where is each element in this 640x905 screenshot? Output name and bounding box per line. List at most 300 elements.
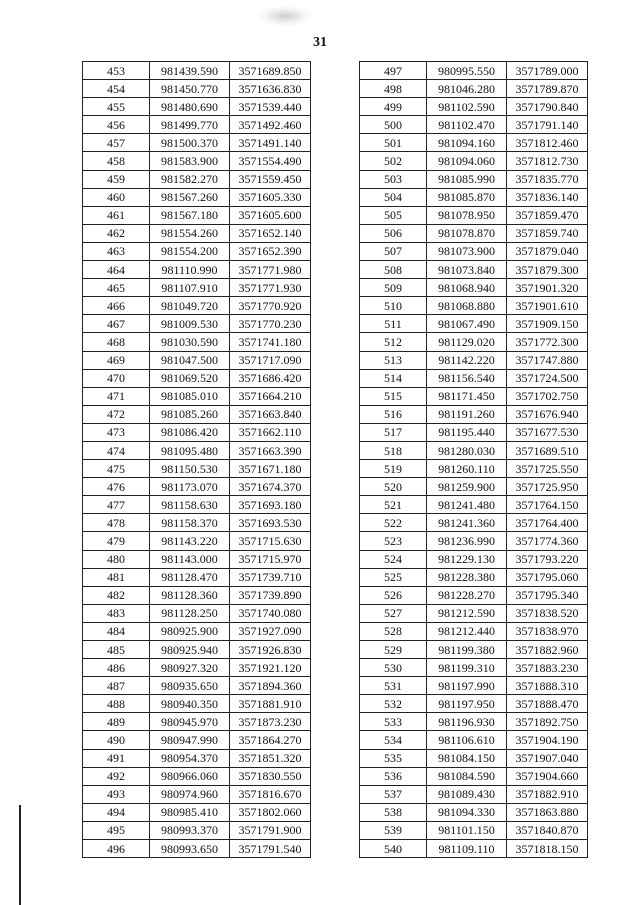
point-number-cell: 495 [83, 821, 150, 839]
table-row [360, 333, 588, 351]
y-coordinate-cell: 3571901.320 [507, 279, 588, 297]
y-coordinate-cell: 3571554.490 [230, 152, 311, 170]
y-coordinate-cell: 3571664.210 [230, 387, 311, 405]
y-coordinate-cell: 3571901.610 [507, 297, 588, 315]
y-coordinate-cell: 3571671.180 [230, 460, 311, 478]
table-row [83, 550, 311, 568]
table-row [83, 821, 311, 839]
y-coordinate-cell: 3571812.460 [507, 134, 588, 152]
x-coordinate-cell: 981046.280 [427, 80, 507, 98]
table-row [83, 405, 311, 423]
x-coordinate-cell: 981583.900 [150, 152, 230, 170]
point-number-cell: 492 [83, 767, 150, 785]
point-number-cell: 513 [360, 351, 427, 369]
point-number-cell: 473 [83, 423, 150, 441]
y-coordinate-cell: 3571892.750 [507, 713, 588, 731]
y-coordinate-cell: 3571715.970 [230, 550, 311, 568]
y-coordinate-cell: 3571883.230 [507, 659, 588, 677]
x-coordinate-cell: 981107.910 [150, 279, 230, 297]
table-row [83, 785, 311, 803]
y-coordinate-cell: 3571764.400 [507, 514, 588, 532]
x-coordinate-cell: 981047.500 [150, 351, 230, 369]
point-number-cell: 481 [83, 568, 150, 586]
x-coordinate-cell: 981567.260 [150, 188, 230, 206]
table-row [83, 152, 311, 170]
table-row [360, 134, 588, 152]
y-coordinate-cell: 3571789.870 [507, 80, 588, 98]
point-number-cell: 474 [83, 441, 150, 459]
y-coordinate-cell: 3571882.910 [507, 785, 588, 803]
y-coordinate-cell: 3571764.150 [507, 496, 588, 514]
x-coordinate-cell: 981241.480 [427, 496, 507, 514]
table-row [360, 767, 588, 785]
y-coordinate-cell: 3571559.450 [230, 170, 311, 188]
x-coordinate-cell: 981171.450 [427, 387, 507, 405]
margin-rule [19, 805, 21, 905]
y-coordinate-cell: 3571689.510 [507, 441, 588, 459]
point-number-cell: 477 [83, 496, 150, 514]
point-number-cell: 457 [83, 134, 150, 152]
x-coordinate-cell: 981085.260 [150, 405, 230, 423]
table-row [360, 80, 588, 98]
y-coordinate-cell: 3571836.140 [507, 188, 588, 206]
point-number-cell: 455 [83, 98, 150, 116]
point-number-cell: 532 [360, 695, 427, 713]
point-number-cell: 504 [360, 188, 427, 206]
point-number-cell: 538 [360, 803, 427, 821]
point-number-cell: 487 [83, 677, 150, 695]
point-number-cell: 464 [83, 261, 150, 279]
table-row [83, 351, 311, 369]
y-coordinate-cell: 3571725.950 [507, 478, 588, 496]
table-row [360, 369, 588, 387]
table-row [83, 767, 311, 785]
point-number-cell: 537 [360, 785, 427, 803]
table-row [360, 731, 588, 749]
x-coordinate-cell: 981069.520 [150, 369, 230, 387]
y-coordinate-cell: 3571904.660 [507, 767, 588, 785]
table-row [83, 749, 311, 767]
x-coordinate-cell: 981280.030 [427, 441, 507, 459]
table-row [360, 677, 588, 695]
y-coordinate-cell: 3571715.630 [230, 532, 311, 550]
table-row [83, 641, 311, 659]
y-coordinate-cell: 3571677.530 [507, 423, 588, 441]
point-number-cell: 467 [83, 315, 150, 333]
y-coordinate-cell: 3571770.920 [230, 297, 311, 315]
point-number-cell: 507 [360, 242, 427, 260]
table-row [360, 170, 588, 188]
y-coordinate-cell: 3571663.840 [230, 405, 311, 423]
y-coordinate-cell: 3571652.390 [230, 242, 311, 260]
y-coordinate-cell: 3571725.550 [507, 460, 588, 478]
y-coordinate-cell: 3571818.150 [507, 840, 588, 858]
point-number-cell: 524 [360, 550, 427, 568]
x-coordinate-cell: 981212.590 [427, 604, 507, 622]
table-row [83, 532, 311, 550]
x-coordinate-cell: 980966.060 [150, 767, 230, 785]
y-coordinate-cell: 3571790.840 [507, 98, 588, 116]
x-coordinate-cell: 981150.530 [150, 460, 230, 478]
point-number-cell: 515 [360, 387, 427, 405]
table-row [83, 170, 311, 188]
x-coordinate-cell: 981199.380 [427, 641, 507, 659]
y-coordinate-cell: 3571652.140 [230, 224, 311, 242]
y-coordinate-cell: 3571838.520 [507, 604, 588, 622]
point-number-cell: 512 [360, 333, 427, 351]
x-coordinate-cell: 981143.220 [150, 532, 230, 550]
y-coordinate-cell: 3571840.870 [507, 821, 588, 839]
table-row [83, 713, 311, 731]
y-coordinate-cell: 3571873.230 [230, 713, 311, 731]
point-number-cell: 489 [83, 713, 150, 731]
table-row [360, 242, 588, 260]
table-row [83, 80, 311, 98]
x-coordinate-cell: 981068.940 [427, 279, 507, 297]
y-coordinate-cell: 3571927.090 [230, 622, 311, 640]
x-coordinate-cell: 981102.590 [427, 98, 507, 116]
table-row [83, 315, 311, 333]
table-row [83, 333, 311, 351]
y-coordinate-cell: 3571863.880 [507, 803, 588, 821]
table-row [83, 514, 311, 532]
table-row [360, 713, 588, 731]
point-number-cell: 462 [83, 224, 150, 242]
table-row [360, 586, 588, 604]
table-row [83, 604, 311, 622]
point-number-cell: 454 [83, 80, 150, 98]
x-coordinate-cell: 981500.370 [150, 134, 230, 152]
x-coordinate-cell: 981173.070 [150, 478, 230, 496]
y-coordinate-cell: 3571830.550 [230, 767, 311, 785]
y-coordinate-cell: 3571693.530 [230, 514, 311, 532]
table-row [360, 387, 588, 405]
x-coordinate-cell: 981236.990 [427, 532, 507, 550]
x-coordinate-cell: 981582.270 [150, 170, 230, 188]
x-coordinate-cell: 981450.770 [150, 80, 230, 98]
scan-smudge [258, 6, 312, 26]
table-row [83, 387, 311, 405]
y-coordinate-cell: 3571771.980 [230, 261, 311, 279]
x-coordinate-cell: 981158.630 [150, 496, 230, 514]
y-coordinate-cell: 3571739.890 [230, 586, 311, 604]
point-number-cell: 483 [83, 604, 150, 622]
y-coordinate-cell: 3571907.040 [507, 749, 588, 767]
y-coordinate-cell: 3571693.180 [230, 496, 311, 514]
table-row [360, 224, 588, 242]
y-coordinate-cell: 3571795.340 [507, 586, 588, 604]
x-coordinate-cell: 980947.990 [150, 731, 230, 749]
x-coordinate-cell: 981567.180 [150, 206, 230, 224]
point-number-cell: 531 [360, 677, 427, 695]
table-row [83, 677, 311, 695]
y-coordinate-cell: 3571717.090 [230, 351, 311, 369]
point-number-cell: 517 [360, 423, 427, 441]
x-coordinate-cell: 981143.000 [150, 550, 230, 568]
table-row [83, 134, 311, 152]
x-coordinate-cell: 981228.380 [427, 568, 507, 586]
table-row [83, 62, 311, 80]
table-row [360, 460, 588, 478]
point-number-cell: 453 [83, 62, 150, 80]
y-coordinate-cell: 3571904.190 [507, 731, 588, 749]
x-coordinate-cell: 981094.160 [427, 134, 507, 152]
y-coordinate-cell: 3571926.830 [230, 641, 311, 659]
y-coordinate-cell: 3571689.850 [230, 62, 311, 80]
point-number-cell: 540 [360, 840, 427, 858]
point-number-cell: 505 [360, 206, 427, 224]
y-coordinate-cell: 3571859.740 [507, 224, 588, 242]
point-number-cell: 518 [360, 441, 427, 459]
x-coordinate-cell: 981259.900 [427, 478, 507, 496]
y-coordinate-cell: 3571888.470 [507, 695, 588, 713]
point-number-cell: 536 [360, 767, 427, 785]
y-coordinate-cell: 3571879.300 [507, 261, 588, 279]
table-row [83, 496, 311, 514]
point-number-cell: 509 [360, 279, 427, 297]
x-coordinate-cell: 981102.470 [427, 116, 507, 134]
point-number-cell: 498 [360, 80, 427, 98]
x-coordinate-cell: 981078.950 [427, 206, 507, 224]
table-row [83, 98, 311, 116]
y-coordinate-cell: 3571741.180 [230, 333, 311, 351]
x-coordinate-cell: 981089.430 [427, 785, 507, 803]
point-number-cell: 459 [83, 170, 150, 188]
point-number-cell: 539 [360, 821, 427, 839]
x-coordinate-cell: 981156.540 [427, 369, 507, 387]
x-coordinate-cell: 981195.440 [427, 423, 507, 441]
point-number-cell: 465 [83, 279, 150, 297]
x-coordinate-cell: 980925.900 [150, 622, 230, 640]
x-coordinate-cell: 981073.840 [427, 261, 507, 279]
y-coordinate-cell: 3571739.710 [230, 568, 311, 586]
table-row [360, 116, 588, 134]
point-number-cell: 480 [83, 550, 150, 568]
point-number-cell: 499 [360, 98, 427, 116]
y-coordinate-cell: 3571724.500 [507, 369, 588, 387]
table-row [360, 98, 588, 116]
table-row [360, 261, 588, 279]
table-row [83, 224, 311, 242]
x-coordinate-cell: 980927.320 [150, 659, 230, 677]
point-number-cell: 478 [83, 514, 150, 532]
x-coordinate-cell: 981554.200 [150, 242, 230, 260]
y-coordinate-cell: 3571605.330 [230, 188, 311, 206]
y-coordinate-cell: 3571663.390 [230, 441, 311, 459]
point-number-cell: 502 [360, 152, 427, 170]
table-row [360, 351, 588, 369]
x-coordinate-cell: 981197.950 [427, 695, 507, 713]
point-number-cell: 463 [83, 242, 150, 260]
point-number-cell: 494 [83, 803, 150, 821]
table-row [83, 188, 311, 206]
y-coordinate-cell: 3571791.540 [230, 840, 311, 858]
point-number-cell: 533 [360, 713, 427, 731]
y-coordinate-cell: 3571770.230 [230, 315, 311, 333]
x-coordinate-cell: 981086.420 [150, 423, 230, 441]
point-number-cell: 527 [360, 604, 427, 622]
point-number-cell: 506 [360, 224, 427, 242]
y-coordinate-cell: 3571888.310 [507, 677, 588, 695]
point-number-cell: 484 [83, 622, 150, 640]
x-coordinate-cell: 981260.110 [427, 460, 507, 478]
point-number-cell: 461 [83, 206, 150, 224]
y-coordinate-cell: 3571816.670 [230, 785, 311, 803]
y-coordinate-cell: 3571747.880 [507, 351, 588, 369]
point-number-cell: 476 [83, 478, 150, 496]
x-coordinate-cell: 980993.650 [150, 840, 230, 858]
y-coordinate-cell: 3571859.470 [507, 206, 588, 224]
x-coordinate-cell: 981480.690 [150, 98, 230, 116]
point-number-cell: 510 [360, 297, 427, 315]
y-coordinate-cell: 3571771.930 [230, 279, 311, 297]
point-number-cell: 516 [360, 405, 427, 423]
y-coordinate-cell: 3571812.730 [507, 152, 588, 170]
table-row [83, 297, 311, 315]
x-coordinate-cell: 981554.260 [150, 224, 230, 242]
point-number-cell: 523 [360, 532, 427, 550]
table-row [360, 695, 588, 713]
table-row [83, 423, 311, 441]
table-row [360, 514, 588, 532]
x-coordinate-cell: 981095.480 [150, 441, 230, 459]
point-number-cell: 456 [83, 116, 150, 134]
table-row [360, 532, 588, 550]
point-number-cell: 458 [83, 152, 150, 170]
x-coordinate-cell: 981084.150 [427, 749, 507, 767]
y-coordinate-cell: 3571636.830 [230, 80, 311, 98]
table-row [83, 116, 311, 134]
table-row [83, 242, 311, 260]
point-number-cell: 522 [360, 514, 427, 532]
x-coordinate-cell: 981094.060 [427, 152, 507, 170]
point-number-cell: 468 [83, 333, 150, 351]
table-row [83, 695, 311, 713]
table-row [83, 586, 311, 604]
table-row [360, 62, 588, 80]
coordinate-table-right [359, 61, 588, 858]
x-coordinate-cell: 980974.960 [150, 785, 230, 803]
table-row [360, 297, 588, 315]
y-coordinate-cell: 3571882.960 [507, 641, 588, 659]
x-coordinate-cell: 981067.490 [427, 315, 507, 333]
x-coordinate-cell: 981128.470 [150, 568, 230, 586]
point-number-cell: 528 [360, 622, 427, 640]
y-coordinate-cell: 3571605.600 [230, 206, 311, 224]
point-number-cell: 460 [83, 188, 150, 206]
point-number-cell: 500 [360, 116, 427, 134]
x-coordinate-cell: 981499.770 [150, 116, 230, 134]
x-coordinate-cell: 981009.530 [150, 315, 230, 333]
table-row [360, 423, 588, 441]
y-coordinate-cell: 3571539.440 [230, 98, 311, 116]
y-coordinate-cell: 3571791.900 [230, 821, 311, 839]
x-coordinate-cell: 981085.870 [427, 188, 507, 206]
x-coordinate-cell: 981094.330 [427, 803, 507, 821]
table-row [360, 803, 588, 821]
point-number-cell: 525 [360, 568, 427, 586]
y-coordinate-cell: 3571491.140 [230, 134, 311, 152]
point-number-cell: 470 [83, 369, 150, 387]
x-coordinate-cell: 981128.250 [150, 604, 230, 622]
point-number-cell: 501 [360, 134, 427, 152]
x-coordinate-cell: 981158.370 [150, 514, 230, 532]
x-coordinate-cell: 981199.310 [427, 659, 507, 677]
point-number-cell: 535 [360, 749, 427, 767]
y-coordinate-cell: 3571851.320 [230, 749, 311, 767]
table-row [360, 279, 588, 297]
table-row [83, 206, 311, 224]
table-row [83, 803, 311, 821]
point-number-cell: 485 [83, 641, 150, 659]
x-coordinate-cell: 980954.370 [150, 749, 230, 767]
y-coordinate-cell: 3571686.420 [230, 369, 311, 387]
x-coordinate-cell: 981229.130 [427, 550, 507, 568]
y-coordinate-cell: 3571791.140 [507, 116, 588, 134]
point-number-cell: 471 [83, 387, 150, 405]
x-coordinate-cell: 981196.930 [427, 713, 507, 731]
point-number-cell: 496 [83, 840, 150, 858]
point-number-cell: 508 [360, 261, 427, 279]
point-number-cell: 466 [83, 297, 150, 315]
point-number-cell: 530 [360, 659, 427, 677]
table-row [360, 840, 588, 858]
y-coordinate-cell: 3571674.370 [230, 478, 311, 496]
table-row [360, 315, 588, 333]
x-coordinate-cell: 981049.720 [150, 297, 230, 315]
y-coordinate-cell: 3571864.270 [230, 731, 311, 749]
table-row [360, 550, 588, 568]
x-coordinate-cell: 981101.150 [427, 821, 507, 839]
x-coordinate-cell: 981241.360 [427, 514, 507, 532]
y-coordinate-cell: 3571879.040 [507, 242, 588, 260]
point-number-cell: 482 [83, 586, 150, 604]
x-coordinate-cell: 981109.110 [427, 840, 507, 858]
x-coordinate-cell: 980940.350 [150, 695, 230, 713]
table-row [360, 641, 588, 659]
table-row [83, 568, 311, 586]
y-coordinate-cell: 3571492.460 [230, 116, 311, 134]
y-coordinate-cell: 3571702.750 [507, 387, 588, 405]
x-coordinate-cell: 980993.370 [150, 821, 230, 839]
point-number-cell: 475 [83, 460, 150, 478]
x-coordinate-cell: 981106.610 [427, 731, 507, 749]
table-row [360, 496, 588, 514]
y-coordinate-cell: 3571881.910 [230, 695, 311, 713]
table-row [360, 188, 588, 206]
table-row [83, 279, 311, 297]
x-coordinate-cell: 981439.590 [150, 62, 230, 80]
x-coordinate-cell: 981191.260 [427, 405, 507, 423]
y-coordinate-cell: 3571894.360 [230, 677, 311, 695]
x-coordinate-cell: 980995.550 [427, 62, 507, 80]
table-row [360, 568, 588, 586]
table-row [83, 478, 311, 496]
table-row [360, 659, 588, 677]
x-coordinate-cell: 981073.900 [427, 242, 507, 260]
table-row [360, 749, 588, 767]
table-row [83, 261, 311, 279]
table-row [83, 622, 311, 640]
y-coordinate-cell: 3571835.770 [507, 170, 588, 188]
table-row [360, 152, 588, 170]
table-row [360, 441, 588, 459]
x-coordinate-cell: 981128.360 [150, 586, 230, 604]
y-coordinate-cell: 3571909.150 [507, 315, 588, 333]
x-coordinate-cell: 981142.220 [427, 351, 507, 369]
point-number-cell: 486 [83, 659, 150, 677]
point-number-cell: 472 [83, 405, 150, 423]
